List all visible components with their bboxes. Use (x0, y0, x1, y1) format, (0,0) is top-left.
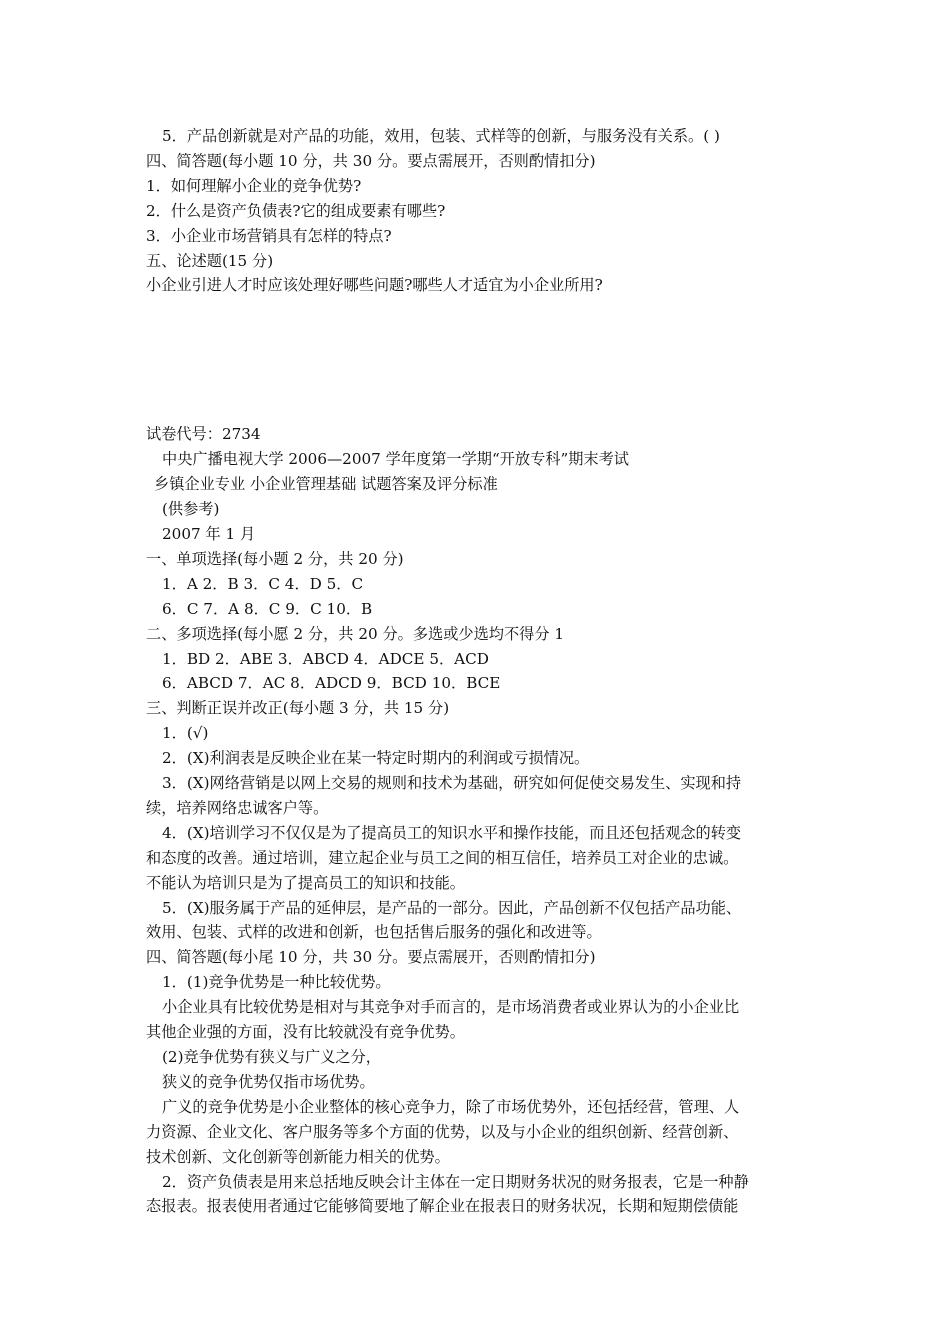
section-heading-short-answer: 四、简答题(每小题 10 分，共 30 分。要点需展开，否则酌情扣分) (146, 151, 596, 170)
true-false-answer-2: 2．(X)利润表是反映企业在某一特定时期内的利润或亏损情况。 (162, 749, 590, 768)
short-answer-1-line-2: 小企业具有比较优势是相对与其竞争对手而言的，是市场消费者或业界认为的小企业比 (162, 998, 740, 1017)
section-heading-essay: 五、论述题(15 分) (146, 251, 274, 270)
short-answer-1-line-3: 其他企业强的方面，没有比较就没有竞争优势。 (146, 1023, 465, 1042)
short-answer-2-line-1: 2．资产负债表是用来总括地反映会计主体在一定日期财务状况的财务报表，它是一种静 (162, 1172, 749, 1191)
reference-note: (供参考) (162, 500, 220, 519)
true-false-answer-4-line-1: 4．(X)培训学习不仅仅是为了提高员工的知识水平和操作技能，而且还包括观念的转变 (162, 823, 742, 842)
true-false-answer-3-line-1: 3．(X)网络营销是以网上交易的规则和技术为基础，研究如何促使交易发生、实现和持 (162, 774, 742, 793)
multi-choice-answers-row-2: 6．ABCD 7．AC 8．ADCD 9．BCD 10．BCE (162, 674, 501, 693)
paper-code: 试卷代号：2734 (146, 425, 261, 444)
section-heading-short-answer-key: 四、简答题(每小尾 10 分，共 30 分。要点需展开，否则酌情扣分) (146, 948, 596, 967)
exam-date: 2007 年 1 月 (162, 524, 256, 543)
document-page (146, 124, 816, 1219)
true-false-answer-5-line-1: 5．(X)服务属于产品的延伸层，是产品的一部分。因此，产品创新不仅包括产品功能、 (162, 898, 742, 917)
section-heading-multi-choice: 二、多项选择(每小愿 2 分，共 20 分。多选或少选均不得分 1 (146, 624, 565, 643)
true-false-answer-5-line-2: 效用、包装、式样的改进和创新，也包括售后服务的强化和改进等。 (146, 923, 602, 942)
short-answer-1-line-6: 广义的竞争优势是小企业整体的核心竞争力，除了市场优势外，还包括经营，管理、人 (162, 1097, 740, 1116)
exam-title: 中央广播电视大学 2006—2007 学年度第一学期“开放专科”期末考试 (162, 450, 629, 469)
essay-question: 小企业引进人才时应该处理好哪些问题?哪些人才适宜为小企业所用? (146, 276, 603, 295)
question-2: 2．什么是资产负债表?它的组成要素有哪些? (146, 201, 446, 220)
short-answer-2-line-2: 态报表。报表使用者通过它能够简要地了解企业在报表日的财务状况，长期和短期偿债能 (146, 1197, 739, 1216)
short-answer-1-line-5: 狭义的竞争优势仅指市场优势。 (162, 1072, 375, 1091)
short-answer-1-line-7: 力资源、企业文化、客户服务等多个方面的优势，以及与小企业的组织创新、经营创新、 (146, 1122, 739, 1141)
true-false-answer-3-line-2: 续，培养网络忠诚客户等。 (146, 798, 329, 817)
question-1: 1．如何理解小企业的竞争优势? (146, 176, 362, 195)
true-false-answer-4-line-3: 不能认为培训只是为了提高员工的知识和技能。 (146, 873, 465, 892)
single-choice-answers-row-1: 1．A 2．B 3．C 4．D 5．C (162, 574, 364, 593)
short-answer-1-line-1: 1．(1)竞争优势是一种比较优势。 (162, 973, 391, 992)
short-answer-1-line-4: (2)竞争优势有狭义与广义之分， (162, 1048, 381, 1066)
question-3: 3．小企业市场营销具有怎样的特点? (146, 226, 392, 245)
multi-choice-answers-row-1: 1．BD 2．ABE 3．ABCD 4．ADCE 5．ACD (162, 649, 489, 668)
true-false-answer-4-line-2: 和态度的改善。通过培训，建立起企业与员工之间的相互信任，培养员工对企业的忠诚。 (146, 848, 739, 867)
section-heading-single-choice: 一、单项选择(每小题 2 分，共 20 分) (146, 549, 404, 568)
single-choice-answers-row-2: 6．C 7．A 8．C 9．C 10．B (162, 599, 373, 618)
question-5: 5．产品创新就是对产品的功能，效用，包装、式样等的创新，与服务没有关系。( ) (162, 127, 720, 145)
short-answer-1-line-8: 技术创新、文化创新等创新能力相关的优势。 (146, 1147, 450, 1166)
true-false-answer-1: 1．(√) (162, 724, 209, 743)
exam-subtitle: 乡镇企业专业 小企业管理基础 试题答案及评分标准 (154, 475, 498, 494)
page-gap (146, 298, 816, 422)
section-heading-true-false: 三、判断正误并改正(每小题 3 分，共 15 分) (146, 699, 450, 718)
